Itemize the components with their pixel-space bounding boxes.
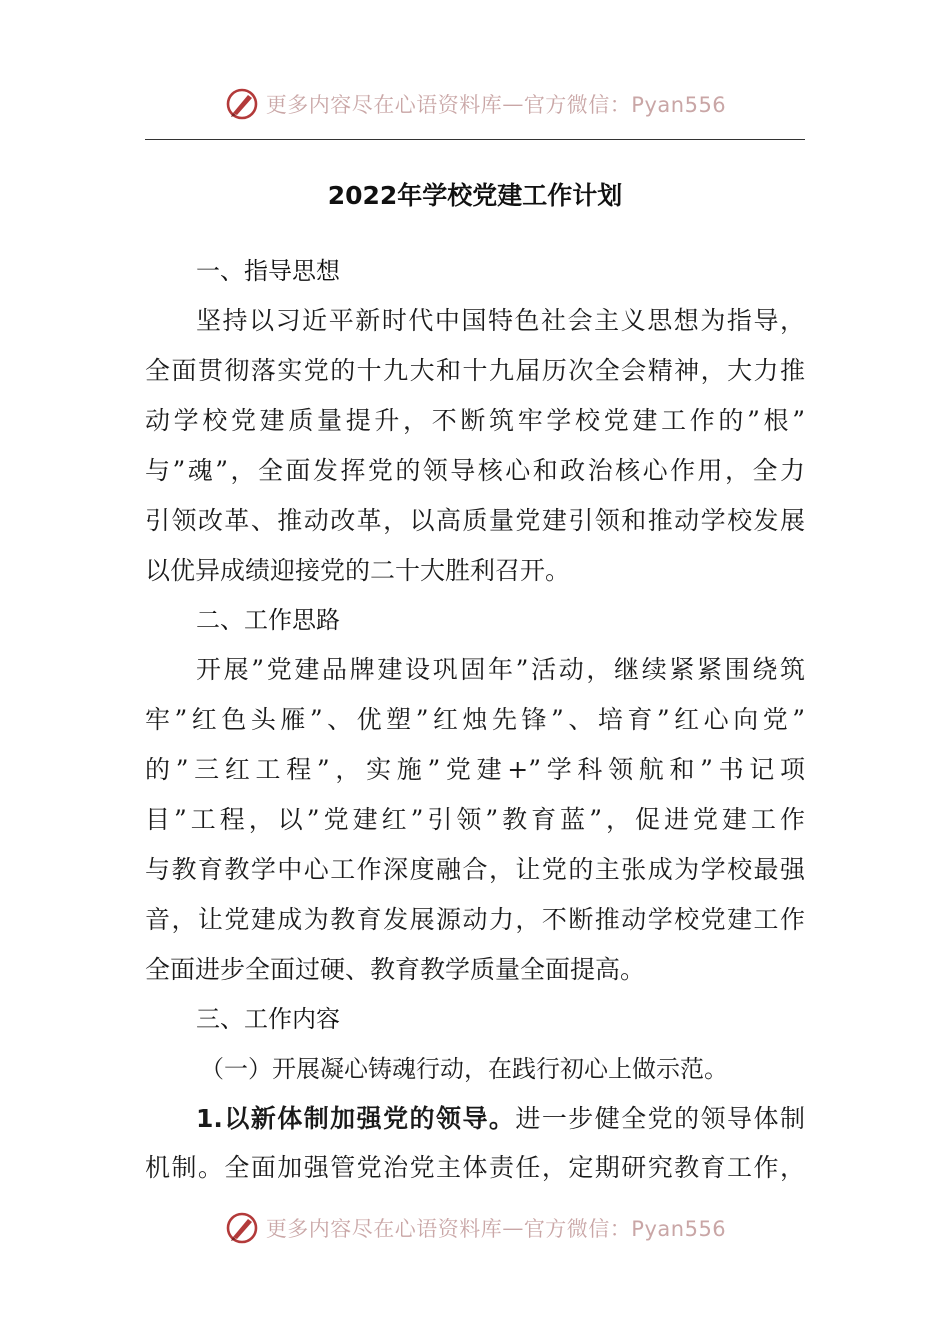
paragraph-line: 全面贯彻落实党的十九大和十九届历次全会精神，大力推 — [145, 356, 805, 385]
item-title: 1.以新体制加强党的领导。 — [196, 1104, 516, 1133]
paragraph-line: 开展”党建品牌建设巩固年”活动，继续紧紧围绕筑 — [196, 655, 805, 684]
paragraph-line: 全面进步全面过硬、教育教学质量全面提高。 — [145, 955, 646, 984]
paragraph-line: 动学校党建质量提升，不断筑牢学校党建工作的”根” — [145, 406, 805, 435]
paragraph-line: 牢”红色头雁”、优塑”红烛先锋”、培育”红心向党” — [145, 705, 805, 734]
banner-wechat: 官方微信：Pyan556 — [523, 93, 727, 117]
paragraph-line: 以优异成绩迎接党的二十大胜利召开。 — [145, 556, 571, 585]
banner-dash: — — [502, 92, 524, 116]
banner-wechat: 官方微信：Pyan556 — [523, 1217, 727, 1241]
section-heading: 二、工作思路 — [196, 606, 340, 634]
header-banner — [0, 82, 950, 126]
footer-banner — [0, 1206, 950, 1250]
paragraph-line: 目”工程，以”党建红”引领”教育蓝”，促进党建工作 — [145, 805, 805, 834]
pen-logo-icon — [224, 1210, 260, 1246]
paragraph-line — [196, 1101, 805, 1137]
paragraph-line: 机制。全面加强管党治党主体责任，定期研究教育工作， — [145, 1153, 805, 1182]
paragraph-line: 的”三红工程”，实施”党建+”学科领航和”书记项 — [145, 755, 805, 784]
paragraph-line: 与”魂”，全面发挥党的领导核心和政治核心作用，全力 — [145, 456, 805, 485]
banner-text: 更多内容尽在心语资料库 — [265, 1217, 503, 1241]
paragraph-line: 坚持以习近平新时代中国特色社会主义思想为指导， — [196, 306, 805, 335]
pen-logo-icon — [224, 86, 260, 122]
section-heading: 一、指导思想 — [196, 257, 340, 285]
item-text: 进一步健全党的领导体制 — [515, 1104, 805, 1133]
banner-text: 更多内容尽在心语资料库 — [265, 93, 503, 117]
subsection-heading: （一）开展凝心铸魂行动，在践行初心上做示范。 — [200, 1055, 728, 1083]
banner-dash: — — [502, 1216, 524, 1240]
paragraph-line: 引领改革、推动改革，以高质量党建引领和推动学校发展 — [145, 506, 805, 535]
paragraph-line: 与教育教学中心工作深度融合，让党的主张成为学校最强 — [145, 855, 805, 884]
section-heading: 三、工作内容 — [196, 1005, 340, 1033]
header-divider — [145, 139, 805, 140]
page-title: 2022年学校党建工作计划 — [327, 181, 623, 210]
paragraph-line: 音，让党建成为教育发展源动力，不断推动学校党建工作 — [145, 905, 805, 934]
